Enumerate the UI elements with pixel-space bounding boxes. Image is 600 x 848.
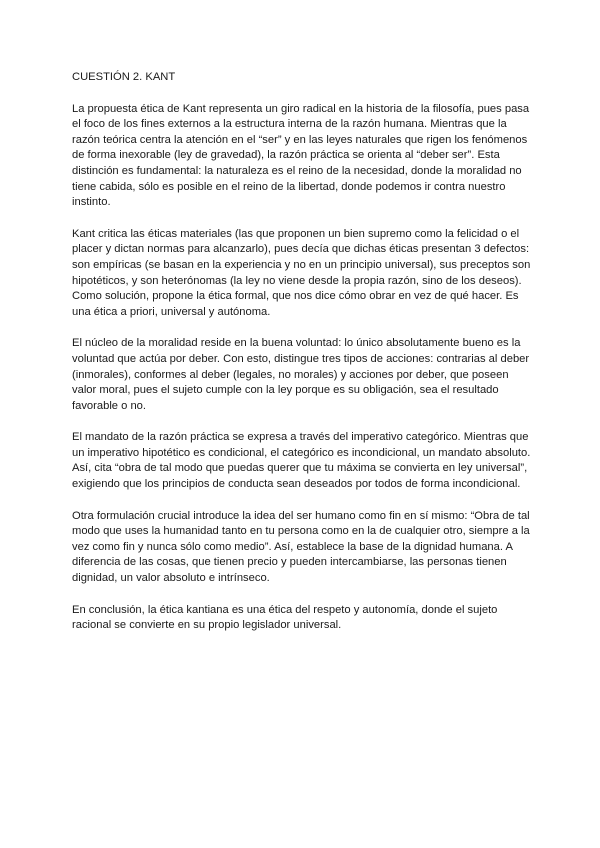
paragraph-intro: La propuesta ética de Kant representa un giro radical en la historia de la filosofía, pues pasa el foco de los fines externos a la estructura interna de la razón humana. Mientras que la razón teórica centra la atención en el “ser” y en las leyes naturales que rigen los fenómenos de forma inexorable (ley de gravedad), la razón práctica se orienta al “deber ser”. Esta distinción es fundamental: la naturaleza es el reino de la necesidad, donde la moralidad no tiene cabida, sólo es posible en el reino de la libertad, donde podemos ir contra nuestro instinto. (72, 102, 530, 209)
paragraph-categorical-imperative: El mandato de la razón práctica se expresa a través del imperativo categórico. Mientras que un imperativo hipotético es condicional, el categórico es incondicional, un mandato absoluto. Así, cita “obra de tal modo que puedas querer que tu máxima se convierta en ley universal”, exigiendo que los principios de conducta sean deseados por todos de forma incondicional. (72, 431, 531, 491)
paragraph-humanity-formula: Otra formulación crucial introduce la idea del ser humano como fin en sí mismo: “Obra de tal modo que uses la humanidad tanto en tu persona como en la de cualquier otro, siempre a la vez como fin y nunca sólo como medio”. Así, establece la base de la dignidad humana. A diferencia de las cosas, que tienen precio y pueden intercambiarse, las personas tienen dignidad, un valor absoluto e intrínseco. (72, 509, 530, 585)
paragraph-good-will: El núcleo de la moralidad reside en la buena voluntad: lo único absolutamente bueno es la voluntad que actúa por deber. Con esto, distingue tres tipos de acciones: contrarias al deber (inmorales), conformes al deber (legales, no morales) y acciones por deber, que poseen valor moral, pues el sujeto cumple con la ley porque es su obligación, sea el resultado favorable o no. (72, 337, 530, 412)
section-heading: CUESTIÓN 2. KANT (72, 71, 176, 83)
paragraph-material-ethics: Kant critica las éticas materiales (las que proponen un bien supremo como la felicidad o el placer y dictan normas para alcanzarlo), pues decía que dichas éticas presentan 3 defectos: son empíricas (se basan en la experiencia y no en un principio universal), sus preceptos son hipotéticos, y son heterónomas (la ley no viene desde la propia razón, sino de los deseos). Como solución, propone la ética formal, que nos dice cómo obrar en vez de qué hacer. Es una ética a priori, universal y autónoma. (72, 227, 531, 318)
document-body (72, 70, 534, 650)
paragraph-conclusion: En conclusión, la ética kantiana es una ética del respeto y autonomía, donde el sujeto racional se convierte en su propio legislador universal. (72, 603, 498, 632)
